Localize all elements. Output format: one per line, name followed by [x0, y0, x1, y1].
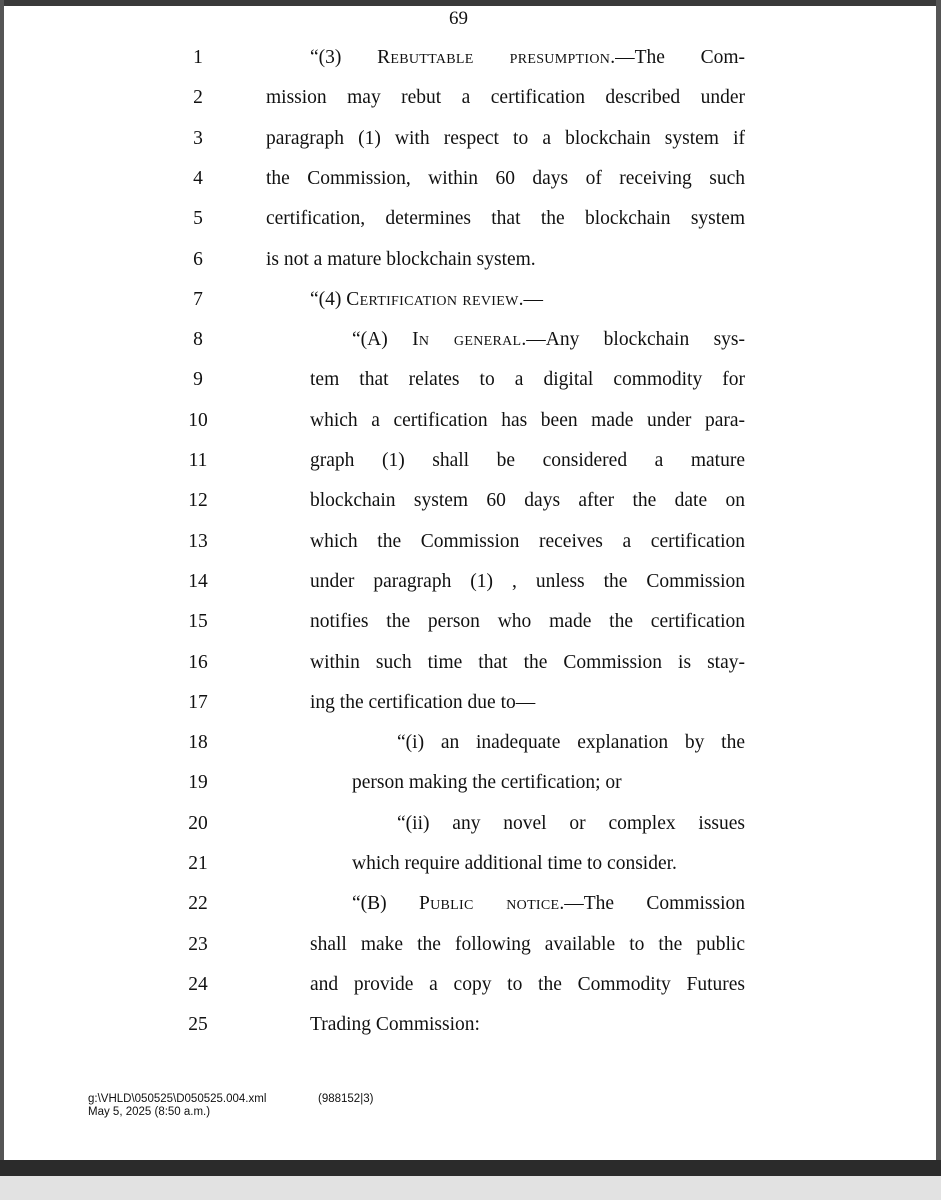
- line-text: [310, 285, 543, 315]
- document-line: [0, 809, 941, 839]
- footer-document-id: (988152|3): [318, 1093, 374, 1105]
- section-heading-smallcaps: Rebuttable presumption: [377, 47, 611, 68]
- line-number: 3: [193, 127, 203, 149]
- line-number: 7: [193, 288, 203, 310]
- text-run: under paragraph (1) , unless the Commission: [310, 570, 745, 592]
- line-number: 19: [188, 772, 208, 794]
- line-text: [397, 809, 745, 839]
- line-text: [310, 527, 745, 557]
- text-run: “(A): [352, 329, 413, 351]
- text-run: tem that relates to a digital commodity for: [310, 369, 745, 391]
- line-number: 23: [188, 933, 208, 955]
- viewer-bottom-bar: [0, 1160, 941, 1176]
- footer-file-path: g:\VHLD\050525\D050525.004.xml: [88, 1093, 267, 1105]
- document-line: [0, 970, 941, 1000]
- document-line: [0, 285, 941, 315]
- section-heading-smallcaps: In general: [412, 329, 522, 351]
- document-line: [0, 204, 941, 234]
- text-run: the Commission, within 60 days of receiving such: [266, 167, 745, 189]
- document-line: [0, 849, 941, 879]
- line-text: [266, 124, 745, 154]
- line-number: 17: [188, 691, 208, 713]
- line-text: [310, 446, 745, 476]
- text-run: and provide a copy to the Commodity Futures: [310, 973, 745, 995]
- footer-date: May 5, 2025 (8:50 a.m.): [88, 1106, 211, 1118]
- text-run: which a certification has been made under para-: [310, 409, 745, 431]
- line-number: 12: [188, 490, 208, 512]
- line-text: [310, 688, 535, 718]
- text-run: graph (1) shall be considered a mature: [310, 450, 745, 471]
- document-line: [0, 365, 941, 395]
- line-text: [310, 648, 745, 678]
- line-number: 1: [193, 47, 203, 68]
- text-run: which the Commission receives a certification: [310, 530, 745, 552]
- line-text: [352, 768, 622, 798]
- document-line: [0, 607, 941, 637]
- document-line: [0, 164, 941, 194]
- text-run: “(ii) any novel or complex issues: [397, 812, 745, 834]
- line-number: 25: [188, 1014, 208, 1036]
- line-number: 21: [188, 853, 208, 874]
- text-run: Trading Commission:: [310, 1014, 480, 1036]
- document-line: [0, 688, 941, 718]
- line-text: [310, 970, 745, 1000]
- line-number: 6: [193, 248, 203, 270]
- section-heading-smallcaps: Public notice: [418, 893, 560, 915]
- document-line: [0, 245, 941, 275]
- document-line: [0, 83, 941, 113]
- line-text: [397, 728, 745, 758]
- text-run: “(i) an inadequate explanation by the: [397, 732, 745, 754]
- text-run: “(4): [310, 288, 347, 310]
- text-run: ing the certification due to—: [310, 691, 536, 713]
- document-line: [0, 768, 941, 798]
- text-run: shall make the following available to the public: [310, 933, 745, 955]
- line-number: 13: [188, 530, 208, 552]
- line-number: 8: [193, 329, 203, 351]
- line-text: [310, 365, 745, 395]
- document-footer: [88, 1093, 266, 1119]
- document-line: [0, 1010, 941, 1040]
- line-number: 14: [188, 570, 208, 592]
- line-text: [266, 83, 745, 113]
- document-line: [0, 648, 941, 678]
- line-text: [266, 204, 745, 234]
- document-line: [0, 728, 941, 758]
- text-run: is not a mature blockchain system.: [266, 248, 536, 270]
- line-text: [310, 567, 745, 597]
- line-text: [352, 849, 677, 879]
- line-number: 22: [188, 893, 208, 915]
- line-number: 11: [188, 450, 208, 471]
- text-run: .—The Com-: [610, 47, 745, 68]
- line-text: [266, 164, 745, 194]
- text-run: within such time that the Commission is stay-: [310, 651, 745, 673]
- line-number: 5: [193, 208, 203, 230]
- line-number: 4: [193, 167, 203, 189]
- line-text: [310, 406, 745, 436]
- line-text: [310, 486, 745, 516]
- document-line: [0, 567, 941, 597]
- line-number: 24: [188, 973, 208, 995]
- viewer-bottom-strip: [0, 1176, 941, 1200]
- document-line: [0, 406, 941, 436]
- document-line: [0, 446, 941, 476]
- line-text: [310, 43, 745, 73]
- document-line: [0, 527, 941, 557]
- line-number: 18: [188, 732, 208, 754]
- document-line: [0, 43, 941, 73]
- text-run: mission may rebut a certification described under: [266, 87, 745, 109]
- line-number: 10: [188, 409, 208, 431]
- document-line: [0, 486, 941, 516]
- document-line: [0, 325, 941, 355]
- section-heading-smallcaps: Certification review: [346, 288, 519, 310]
- text-run: .—Any blockchain sys-: [521, 329, 745, 351]
- text-run: .—The Commission: [559, 893, 746, 915]
- line-text: [310, 1010, 480, 1040]
- text-run: certification, determines that the blockchain system: [266, 208, 745, 230]
- page-number: 69: [449, 8, 468, 29]
- window-top-bar: [0, 0, 941, 6]
- line-number: 2: [193, 87, 203, 109]
- line-text: [352, 325, 745, 355]
- text-run: .—: [518, 288, 544, 310]
- line-number: 15: [188, 611, 208, 633]
- text-run: which require additional time to consider.: [352, 853, 677, 874]
- document-line: [0, 889, 941, 919]
- text-run: “(B): [352, 893, 419, 915]
- line-number: 16: [188, 651, 208, 673]
- line-text: [266, 245, 536, 275]
- line-text: [352, 889, 745, 919]
- text-run: paragraph (1) with respect to a blockchain system if: [266, 127, 745, 149]
- text-run: notifies the person who made the certification: [310, 611, 745, 633]
- line-text: [310, 607, 745, 637]
- document-line: [0, 124, 941, 154]
- line-number: 9: [193, 369, 203, 391]
- text-run: “(3): [310, 47, 378, 68]
- document-line: [0, 930, 941, 960]
- text-run: blockchain system 60 days after the date on: [310, 490, 745, 512]
- text-run: person making the certification; or: [352, 772, 622, 794]
- line-number: 20: [188, 812, 208, 834]
- line-text: [310, 930, 745, 960]
